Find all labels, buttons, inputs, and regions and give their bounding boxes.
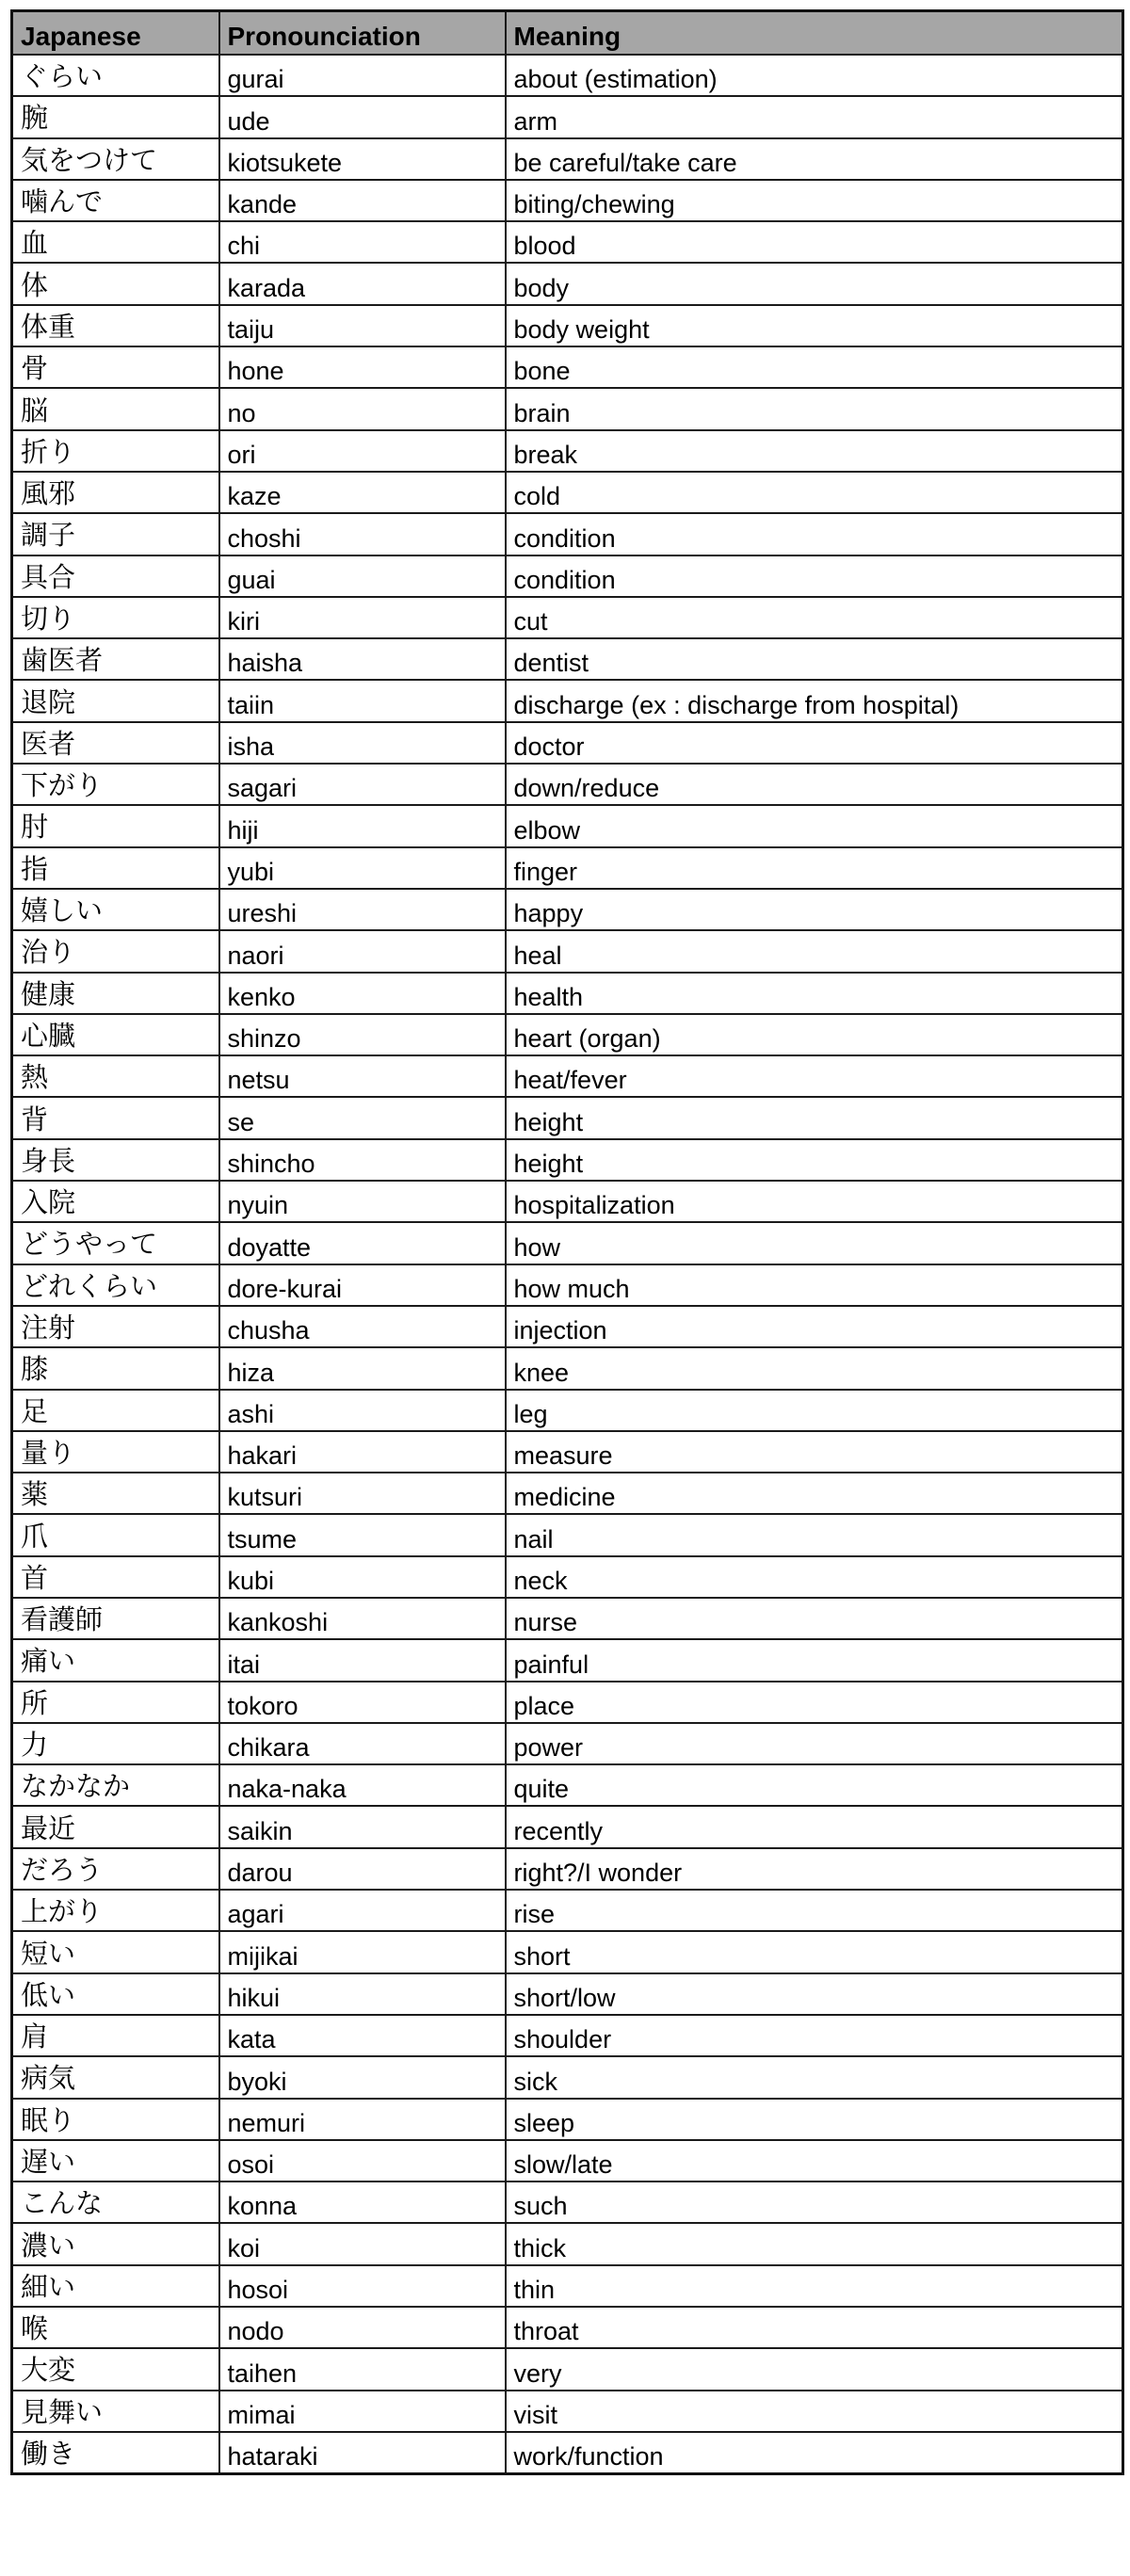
table-row (12, 305, 1123, 346)
table-row (12, 388, 1123, 429)
cell-pronunciation: koi (219, 2223, 506, 2264)
cell-meaning: short/low (506, 1973, 1123, 2015)
cell-pronunciation: naori (219, 930, 506, 972)
table-row (12, 930, 1123, 972)
cell-japanese: 折り (12, 430, 219, 472)
cell-meaning: shoulder (506, 2015, 1123, 2056)
cell-japanese: 肩 (12, 2015, 219, 2056)
cell-meaning: arm (506, 96, 1123, 137)
cell-meaning: slow/late (506, 2140, 1123, 2182)
table-row (12, 2348, 1123, 2390)
cell-meaning: sick (506, 2056, 1123, 2098)
cell-pronunciation: chikara (219, 1723, 506, 1764)
cell-japanese: 膝 (12, 1347, 219, 1389)
table-row (12, 2140, 1123, 2182)
cell-japanese: 肘 (12, 805, 219, 846)
cell-japanese: 量り (12, 1431, 219, 1473)
cell-japanese: どうやって (12, 1222, 219, 1264)
cell-meaning: right?/I wonder (506, 1848, 1123, 1890)
cell-pronunciation: sagari (219, 764, 506, 805)
cell-meaning: visit (506, 2391, 1123, 2432)
cell-pronunciation: kande (219, 180, 506, 221)
cell-japanese: どれくらい (12, 1264, 219, 1306)
cell-japanese: 短い (12, 1931, 219, 1972)
table-row (12, 1390, 1123, 1431)
cell-japanese: 最近 (12, 1806, 219, 1847)
cell-pronunciation: kata (219, 2015, 506, 2056)
cell-pronunciation: karada (219, 263, 506, 304)
cell-pronunciation: taiju (219, 305, 506, 346)
cell-japanese: 気をつけて (12, 138, 219, 180)
cell-meaning: work/function (506, 2432, 1123, 2474)
cell-japanese: 遅い (12, 2140, 219, 2182)
table-row (12, 1431, 1123, 1473)
cell-pronunciation: nodo (219, 2307, 506, 2348)
cell-meaning: doctor (506, 722, 1123, 764)
cell-japanese: 眠り (12, 2099, 219, 2140)
cell-meaning: health (506, 973, 1123, 1014)
table-row (12, 1598, 1123, 1639)
cell-japanese: 大変 (12, 2348, 219, 2390)
cell-japanese: 足 (12, 1390, 219, 1431)
cell-pronunciation: doyatte (219, 1222, 506, 1264)
cell-pronunciation: naka-naka (219, 1764, 506, 1806)
cell-meaning: injection (506, 1306, 1123, 1347)
cell-japanese: 骨 (12, 346, 219, 388)
cell-meaning: bone (506, 346, 1123, 388)
cell-meaning: short (506, 1931, 1123, 1972)
cell-meaning: painful (506, 1639, 1123, 1681)
cell-pronunciation: shincho (219, 1139, 506, 1181)
cell-japanese: 病気 (12, 2056, 219, 2098)
cell-meaning: happy (506, 889, 1123, 930)
cell-pronunciation: chusha (219, 1306, 506, 1347)
cell-pronunciation: mijikai (219, 1931, 506, 1972)
cell-japanese: 退院 (12, 680, 219, 721)
cell-meaning: cold (506, 472, 1123, 513)
table-row (12, 96, 1123, 137)
cell-pronunciation: se (219, 1097, 506, 1138)
cell-meaning: heart (organ) (506, 1014, 1123, 1055)
table-row (12, 1973, 1123, 2015)
cell-meaning: finger (506, 847, 1123, 889)
cell-pronunciation: hone (219, 346, 506, 388)
cell-japanese: 健康 (12, 973, 219, 1014)
cell-japanese: 看護師 (12, 1598, 219, 1639)
cell-pronunciation: haisha (219, 638, 506, 680)
cell-japanese: 働き (12, 2432, 219, 2474)
table-row (12, 2015, 1123, 2056)
cell-meaning: heal (506, 930, 1123, 972)
table-row (12, 1181, 1123, 1222)
cell-meaning: elbow (506, 805, 1123, 846)
vocabulary-table (10, 9, 1124, 2475)
cell-pronunciation: mimai (219, 2391, 506, 2432)
cell-meaning: cut (506, 597, 1123, 638)
table-row (12, 346, 1123, 388)
cell-japanese: 注射 (12, 1306, 219, 1347)
cell-pronunciation: kiri (219, 597, 506, 638)
cell-pronunciation: taihen (219, 2348, 506, 2390)
header-pronunciation: Pronounciation (219, 11, 506, 56)
cell-japanese: こんな (12, 2182, 219, 2223)
cell-pronunciation: hiza (219, 1347, 506, 1389)
cell-pronunciation: yubi (219, 847, 506, 889)
cell-pronunciation: nemuri (219, 2099, 506, 2140)
cell-pronunciation: nyuin (219, 1181, 506, 1222)
table-row (12, 2307, 1123, 2348)
cell-japanese: 噛んで (12, 180, 219, 221)
cell-japanese: 腕 (12, 96, 219, 137)
cell-pronunciation: itai (219, 1639, 506, 1681)
table-row (12, 2182, 1123, 2223)
cell-pronunciation: kiotsukete (219, 138, 506, 180)
table-row (12, 430, 1123, 472)
cell-pronunciation: tsume (219, 1514, 506, 1555)
cell-japanese: 上がり (12, 1890, 219, 1931)
cell-meaning: condition (506, 555, 1123, 597)
cell-meaning: height (506, 1097, 1123, 1138)
cell-meaning: power (506, 1723, 1123, 1764)
table-row (12, 2099, 1123, 2140)
cell-japanese: 細い (12, 2265, 219, 2307)
cell-meaning: leg (506, 1390, 1123, 1431)
table-row (12, 1014, 1123, 1055)
cell-pronunciation: isha (219, 722, 506, 764)
cell-japanese: 身長 (12, 1139, 219, 1181)
cell-japanese: 治り (12, 930, 219, 972)
cell-pronunciation: osoi (219, 2140, 506, 2182)
cell-meaning: discharge (ex : discharge from hospital) (506, 680, 1123, 721)
cell-pronunciation: choshi (219, 513, 506, 555)
cell-pronunciation: ude (219, 96, 506, 137)
cell-pronunciation: hakari (219, 1431, 506, 1473)
cell-pronunciation: darou (219, 1848, 506, 1890)
cell-meaning: hospitalization (506, 1181, 1123, 1222)
cell-japanese: 嬉しい (12, 889, 219, 930)
table-body (12, 55, 1123, 2474)
cell-pronunciation: no (219, 388, 506, 429)
cell-pronunciation: dore-kurai (219, 1264, 506, 1306)
cell-pronunciation: kenko (219, 973, 506, 1014)
cell-japanese: 熱 (12, 1055, 219, 1097)
header-row (12, 11, 1123, 56)
cell-pronunciation: hosoi (219, 2265, 506, 2307)
table-row (12, 805, 1123, 846)
table-row (12, 680, 1123, 721)
cell-japanese: 歯医者 (12, 638, 219, 680)
cell-meaning: dentist (506, 638, 1123, 680)
header-meaning: Meaning (506, 11, 1123, 56)
table-row (12, 472, 1123, 513)
cell-pronunciation: kutsuri (219, 1473, 506, 1514)
table-row (12, 1347, 1123, 1389)
table-row (12, 2056, 1123, 2098)
cell-meaning: blood (506, 221, 1123, 263)
table-row (12, 221, 1123, 263)
table-row (12, 1264, 1123, 1306)
cell-pronunciation: saikin (219, 1806, 506, 1847)
cell-japanese: 痛い (12, 1639, 219, 1681)
cell-japanese: 薬 (12, 1473, 219, 1514)
cell-meaning: about (estimation) (506, 55, 1123, 96)
cell-meaning: thin (506, 2265, 1123, 2307)
table-row (12, 138, 1123, 180)
cell-meaning: place (506, 1682, 1123, 1723)
cell-pronunciation: ori (219, 430, 506, 472)
table-row (12, 847, 1123, 889)
cell-pronunciation: chi (219, 221, 506, 263)
cell-meaning: height (506, 1139, 1123, 1181)
cell-japanese: 具合 (12, 555, 219, 597)
table-row (12, 1514, 1123, 1555)
table-row (12, 1473, 1123, 1514)
cell-japanese: 調子 (12, 513, 219, 555)
cell-meaning: biting/chewing (506, 180, 1123, 221)
cell-japanese: だろう (12, 1848, 219, 1890)
cell-pronunciation: kankoshi (219, 1598, 506, 1639)
table-row (12, 1848, 1123, 1890)
cell-meaning: nail (506, 1514, 1123, 1555)
table-row (12, 555, 1123, 597)
cell-pronunciation: taiin (219, 680, 506, 721)
table-row (12, 1556, 1123, 1598)
cell-pronunciation: kaze (219, 472, 506, 513)
cell-japanese: 入院 (12, 1181, 219, 1222)
table-row (12, 55, 1123, 96)
cell-pronunciation: byoki (219, 2056, 506, 2098)
cell-meaning: condition (506, 513, 1123, 555)
table-row (12, 180, 1123, 221)
table-row (12, 1890, 1123, 1931)
cell-japanese: 風邪 (12, 472, 219, 513)
cell-meaning: measure (506, 1431, 1123, 1473)
table-row (12, 1806, 1123, 1847)
cell-pronunciation: kubi (219, 1556, 506, 1598)
cell-meaning: how (506, 1222, 1123, 1264)
cell-meaning: heat/fever (506, 1055, 1123, 1097)
table-row (12, 1764, 1123, 1806)
table-row (12, 973, 1123, 1014)
cell-japanese: 爪 (12, 1514, 219, 1555)
header-japanese: Japanese (12, 11, 219, 56)
cell-meaning: neck (506, 1556, 1123, 1598)
cell-meaning: sleep (506, 2099, 1123, 2140)
cell-pronunciation: hiji (219, 805, 506, 846)
cell-japanese: 下がり (12, 764, 219, 805)
cell-japanese: ぐらい (12, 55, 219, 96)
cell-japanese: 血 (12, 221, 219, 263)
cell-meaning: rise (506, 1890, 1123, 1931)
table-row (12, 1931, 1123, 1972)
cell-meaning: knee (506, 1347, 1123, 1389)
cell-pronunciation: guai (219, 555, 506, 597)
cell-meaning: break (506, 430, 1123, 472)
cell-japanese: 体重 (12, 305, 219, 346)
table-row (12, 1139, 1123, 1181)
cell-japanese: 切り (12, 597, 219, 638)
cell-pronunciation: tokoro (219, 1682, 506, 1723)
cell-japanese: 力 (12, 1723, 219, 1764)
table-row (12, 1682, 1123, 1723)
table-row (12, 889, 1123, 930)
cell-meaning: very (506, 2348, 1123, 2390)
table-row (12, 1097, 1123, 1138)
table-row (12, 722, 1123, 764)
table-row (12, 263, 1123, 304)
cell-meaning: medicine (506, 1473, 1123, 1514)
cell-japanese: 濃い (12, 2223, 219, 2264)
cell-meaning: down/reduce (506, 764, 1123, 805)
table-row (12, 2265, 1123, 2307)
cell-meaning: throat (506, 2307, 1123, 2348)
table-row (12, 1222, 1123, 1264)
cell-japanese: 心臓 (12, 1014, 219, 1055)
cell-meaning: recently (506, 1806, 1123, 1847)
cell-japanese: 指 (12, 847, 219, 889)
cell-meaning: nurse (506, 1598, 1123, 1639)
table-row (12, 2223, 1123, 2264)
cell-meaning: thick (506, 2223, 1123, 2264)
cell-meaning: such (506, 2182, 1123, 2223)
cell-pronunciation: agari (219, 1890, 506, 1931)
cell-japanese: 低い (12, 1973, 219, 2015)
cell-meaning: quite (506, 1764, 1123, 1806)
cell-japanese: 脳 (12, 388, 219, 429)
table-row (12, 513, 1123, 555)
cell-pronunciation: ashi (219, 1390, 506, 1431)
cell-meaning: how much (506, 1264, 1123, 1306)
table-row (12, 1639, 1123, 1681)
cell-meaning: body (506, 263, 1123, 304)
cell-pronunciation: konna (219, 2182, 506, 2223)
table-row (12, 638, 1123, 680)
table-row (12, 597, 1123, 638)
cell-japanese: 喉 (12, 2307, 219, 2348)
cell-japanese: 首 (12, 1556, 219, 1598)
cell-japanese: 医者 (12, 722, 219, 764)
cell-pronunciation: hikui (219, 1973, 506, 2015)
cell-meaning: be careful/take care (506, 138, 1123, 180)
table-row (12, 1055, 1123, 1097)
cell-japanese: 見舞い (12, 2391, 219, 2432)
cell-japanese: なかなか (12, 1764, 219, 1806)
cell-meaning: brain (506, 388, 1123, 429)
table-row (12, 2432, 1123, 2474)
cell-meaning: body weight (506, 305, 1123, 346)
cell-japanese: 背 (12, 1097, 219, 1138)
table-row (12, 2391, 1123, 2432)
cell-pronunciation: ureshi (219, 889, 506, 930)
cell-pronunciation: shinzo (219, 1014, 506, 1055)
cell-japanese: 体 (12, 263, 219, 304)
table-row (12, 1723, 1123, 1764)
cell-pronunciation: gurai (219, 55, 506, 96)
table-row (12, 1306, 1123, 1347)
cell-pronunciation: hataraki (219, 2432, 506, 2474)
table-row (12, 764, 1123, 805)
cell-pronunciation: netsu (219, 1055, 506, 1097)
cell-japanese: 所 (12, 1682, 219, 1723)
